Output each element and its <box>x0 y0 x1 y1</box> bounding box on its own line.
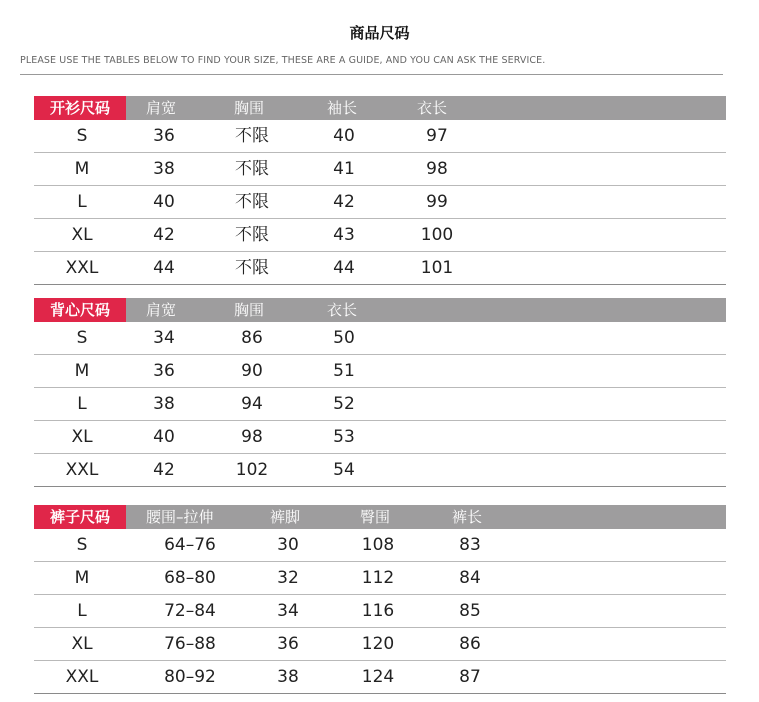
value-cell: 43 <box>333 225 355 245</box>
header-shoulder: 肩宽 <box>146 301 177 319</box>
value-cell: 38 <box>153 394 175 414</box>
value-cell: 30 <box>277 535 299 555</box>
header-length: 衣长 <box>327 301 358 319</box>
value-cell: 64–76 <box>164 535 216 555</box>
value-cell: 44 <box>333 258 355 278</box>
value-cell: 36 <box>153 361 175 381</box>
value-cell: 42 <box>153 225 175 245</box>
value-cell: 40 <box>153 192 175 212</box>
value-cell: 不限 <box>235 192 269 212</box>
value-cell: 不限 <box>235 126 269 146</box>
table-row <box>34 595 726 628</box>
value-cell: 54 <box>333 460 355 480</box>
table-row <box>34 628 726 661</box>
value-cell: 53 <box>333 427 355 447</box>
page-title: 商品尺码 <box>349 24 410 42</box>
header-length: 衣长 <box>417 99 448 117</box>
value-cell: 不限 <box>235 225 269 245</box>
size-cell: M <box>74 361 90 381</box>
table-row <box>34 388 726 421</box>
size-cell: XL <box>71 225 93 245</box>
header-pants-length: 裤长 <box>452 508 483 526</box>
value-cell: 68–80 <box>164 568 216 588</box>
header-leg-opening: 裤脚 <box>270 508 301 526</box>
value-cell: 101 <box>420 258 454 278</box>
header-waist-stretch: 腰围–拉伸 <box>146 508 214 526</box>
value-cell: 36 <box>153 126 175 146</box>
vest-size-table <box>34 298 726 487</box>
table-row <box>34 322 726 355</box>
value-cell: 80–92 <box>164 667 216 687</box>
header-shoulder: 肩宽 <box>146 99 177 117</box>
value-cell: 36 <box>277 634 299 654</box>
header-chest: 胸围 <box>234 301 265 319</box>
value-cell: 85 <box>459 601 481 621</box>
table-row <box>34 186 726 219</box>
cardigan-size-table <box>34 96 726 285</box>
table-header <box>34 96 726 120</box>
pants-size-table <box>34 505 726 694</box>
size-cell: XXL <box>65 258 99 278</box>
value-cell: 108 <box>361 535 395 555</box>
value-cell: 97 <box>426 126 448 146</box>
value-cell: 38 <box>277 667 299 687</box>
value-cell: 51 <box>333 361 355 381</box>
table-row <box>34 219 726 252</box>
table-row <box>34 252 726 285</box>
size-cell: L <box>77 394 87 414</box>
value-cell: 32 <box>277 568 299 588</box>
value-cell: 87 <box>459 667 481 687</box>
value-cell: 116 <box>361 601 395 621</box>
table-row <box>34 529 726 562</box>
size-cell: S <box>76 126 88 146</box>
subtitle-divider <box>20 74 723 75</box>
value-cell: 98 <box>426 159 448 179</box>
value-cell: 38 <box>153 159 175 179</box>
page-subtitle: PLEASE USE THE TABLES BELOW TO FIND YOUR SIZE, THESE ARE A GUIDE, AND YOU CAN ASK THE SERVICE. <box>20 55 546 66</box>
value-cell: 72–84 <box>164 601 216 621</box>
value-cell: 50 <box>333 328 355 348</box>
header-chest: 胸围 <box>234 99 265 117</box>
value-cell: 100 <box>420 225 454 245</box>
size-cell: L <box>77 601 87 621</box>
value-cell: 76–88 <box>164 634 216 654</box>
size-cell: L <box>77 192 87 212</box>
table-row <box>34 153 726 186</box>
size-cell: XL <box>71 427 93 447</box>
value-cell: 98 <box>241 427 263 447</box>
value-cell: 40 <box>333 126 355 146</box>
value-cell: 86 <box>459 634 481 654</box>
table-label-badge: 开衫尺码 <box>34 96 126 120</box>
table-row <box>34 120 726 153</box>
size-cell: M <box>74 568 90 588</box>
size-cell: XXL <box>65 667 99 687</box>
value-cell: 不限 <box>235 258 269 278</box>
table-row <box>34 421 726 454</box>
size-cell: S <box>76 535 88 555</box>
value-cell: 90 <box>241 361 263 381</box>
header-hip: 臀围 <box>360 508 391 526</box>
size-cell: XXL <box>65 460 99 480</box>
table-row <box>34 562 726 595</box>
value-cell: 44 <box>153 258 175 278</box>
value-cell: 83 <box>459 535 481 555</box>
size-cell: XL <box>71 634 93 654</box>
size-cell: M <box>74 159 90 179</box>
table-row <box>34 661 726 694</box>
table-label-badge: 背心尺码 <box>34 298 126 322</box>
value-cell: 34 <box>153 328 175 348</box>
value-cell: 120 <box>361 634 395 654</box>
value-cell: 86 <box>241 328 263 348</box>
value-cell: 112 <box>361 568 395 588</box>
value-cell: 42 <box>333 192 355 212</box>
size-cell: S <box>76 328 88 348</box>
value-cell: 102 <box>235 460 269 480</box>
value-cell: 42 <box>153 460 175 480</box>
table-row <box>34 355 726 388</box>
table-header <box>34 298 726 322</box>
value-cell: 99 <box>426 192 448 212</box>
value-cell: 41 <box>333 159 355 179</box>
value-cell: 124 <box>361 667 395 687</box>
value-cell: 40 <box>153 427 175 447</box>
value-cell: 34 <box>277 601 299 621</box>
table-row <box>34 454 726 487</box>
value-cell: 94 <box>241 394 263 414</box>
table-label-badge: 裤子尺码 <box>34 505 126 529</box>
table-header <box>34 505 726 529</box>
header-sleeve: 袖长 <box>327 99 358 117</box>
value-cell: 不限 <box>235 159 269 179</box>
value-cell: 84 <box>459 568 481 588</box>
value-cell: 52 <box>333 394 355 414</box>
